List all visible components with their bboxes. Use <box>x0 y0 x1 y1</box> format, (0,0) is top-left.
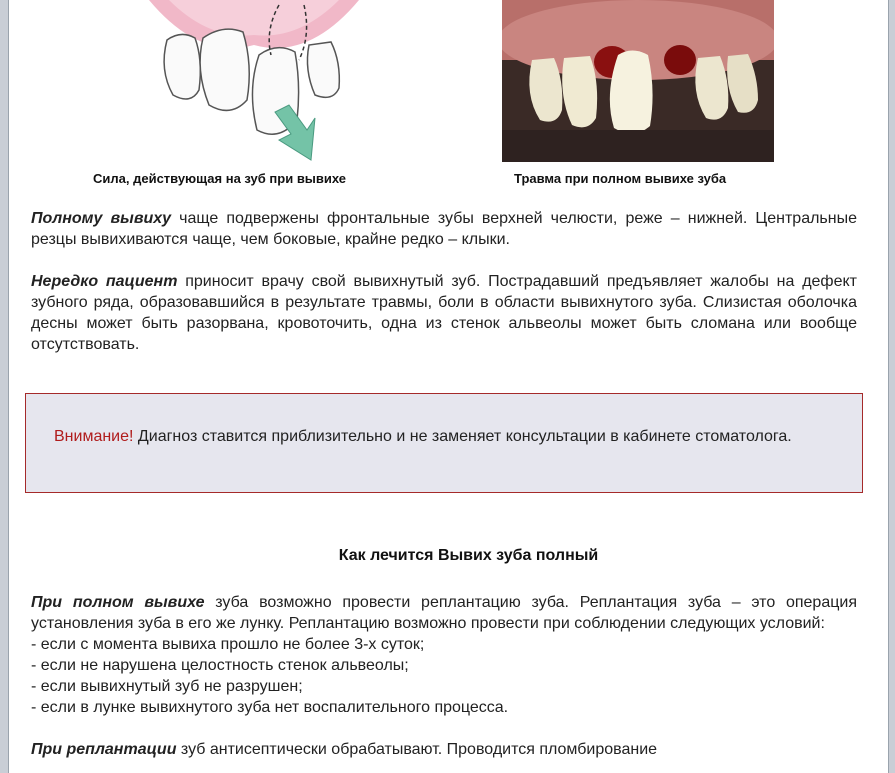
paragraph-text: зуба возможно провести реплантацию зуба. Реплантация зуба – это операция установления зуба в его же лунку. Реплантацию возможно провести при соблюдении следующих условий: <box>31 594 857 632</box>
warning-notice <box>25 393 863 493</box>
section-title: Как лечится Вывих зуба полный <box>338 547 599 564</box>
paragraph-patient <box>31 271 857 355</box>
list-item: - если вывихнутый зуб не разрушен; <box>31 678 303 695</box>
treatment-body <box>31 592 857 760</box>
list-item: - если с момента вывиха прошло не более 3-х суток; <box>31 636 425 653</box>
paragraph-text: приносит врачу свой вывихнутый зуб. Пострадавший предъявляет жалобы на дефект зубного ряда, образовавшийся в результате травмы, боли в области вывихнутого зуба. Слизистая оболочка десны может быть разорвана, кровоточить, одна из стенок альвеолы может быть сломана или вообще отсутствовать. <box>31 273 857 353</box>
paragraph-replantation-procedure <box>31 739 857 760</box>
list-item: - если в лунке вывихнутого зуба нет воспалительного процесса. <box>31 699 509 716</box>
paragraph-text: зуб антисептически обрабатывают. Проводится пломбирование <box>176 741 658 758</box>
tooth-force-illustration <box>139 0 369 165</box>
trauma-photo <box>502 0 774 162</box>
warning-label: Внимание! <box>54 428 134 445</box>
paragraph-full-dislocation <box>31 208 857 250</box>
warning-text: Диагноз ставится приблизительно и не заменяет консультации в кабинете стоматолога. <box>133 428 792 445</box>
paragraph-lead: При полном вывихе <box>31 594 205 611</box>
figures-row <box>9 0 888 195</box>
article-body <box>31 208 857 355</box>
paragraph-replantation <box>31 592 857 634</box>
list-item: - если не нарушена целостность стенок альвеолы; <box>31 657 409 674</box>
paragraph-lead: Нередко пациент <box>31 273 178 290</box>
paragraph-text: чаще подвержены фронтальные зубы верхней челюсти, реже – нижней. Центральные резцы вывихиваются чаще, чем боковые, крайне редко – клыки. <box>31 210 858 248</box>
conditions-list <box>31 634 857 718</box>
figure-caption-right: Травма при полном вывихе зуба <box>514 171 727 186</box>
figure-caption-left: Сила, действующая на зуб при вывихе <box>93 171 347 186</box>
paragraph-lead: Полному вывиху <box>31 210 172 227</box>
paragraph-lead: При реплантации <box>31 741 177 758</box>
article-page <box>8 0 889 773</box>
